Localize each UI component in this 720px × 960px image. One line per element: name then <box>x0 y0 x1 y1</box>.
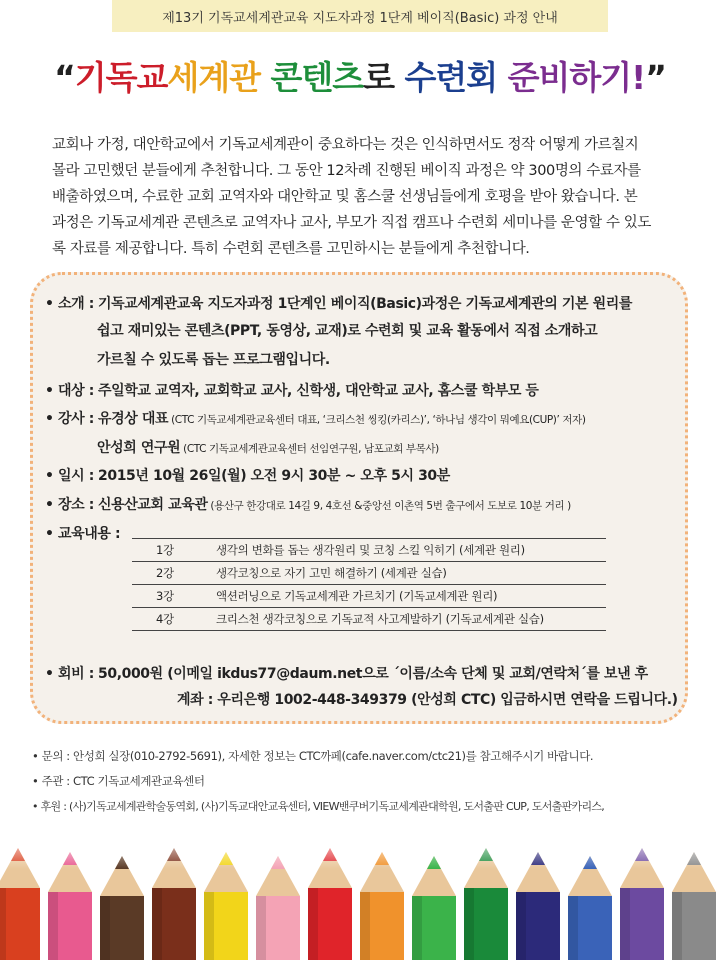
headline-close-quote: ” <box>645 58 666 97</box>
headline-open-quote: “ <box>54 58 75 97</box>
fee-label: • 회비 : <box>45 666 94 682</box>
course-number: 1강 <box>156 543 174 557</box>
headline-part-3: 콘텐츠 <box>270 58 364 97</box>
headline-part-2: 세계관 <box>167 58 271 97</box>
intro-line-2: 쉽고 재미있는 콘텐츠(PPT, 동영상, 교재)로 수련회 및 교육 활동에서 직접 소개하고 <box>97 323 598 339</box>
course-title: 생각코칭으로 자기 고민 해결하기 (세계관 실습) <box>216 566 447 580</box>
intro-line: 몰라 고민했던 분들에게 추천합니다. 그 동안 12차례 진행된 베이직 과정은 약 300명의 수료자를 <box>52 163 641 179</box>
lecturer-1-name: 유경상 대표 <box>98 411 169 427</box>
intro-line-3: 가르칠 수 있도록 돕는 프로그램입니다. <box>97 352 330 368</box>
top-banner-text: 제13기 기독교세계관교육 지도자과정 1단계 베이직(Basic) 과정 안내 <box>162 10 558 26</box>
headline-part-1: 기독교 <box>74 58 168 97</box>
date-text: 2015년 10월 26일(월) 오전 9시 30분 ~ 오후 5시 30분 <box>98 468 450 484</box>
date-row <box>45 466 450 486</box>
lecturer-2-row <box>97 438 439 459</box>
headline-part-5: 수련회 <box>404 58 508 97</box>
intro-line: 교회나 가정, 대안학교에서 기독교세계관이 중요하다는 것은 인식하면서도 정작 어떻게 가르칠지 <box>52 137 639 153</box>
course-number: 3강 <box>156 589 174 603</box>
fee-row <box>45 664 648 684</box>
sponsor-note: • 후원 : (사)기독교세계관학술동역회, (사)기독교대안교육센터, VIEW밴쿠버기독교세계관대학원, 도서출판 CUP, 도서출판카리스, <box>32 800 605 813</box>
top-banner <box>112 0 608 32</box>
date-label: • 일시 : <box>45 468 94 484</box>
course-title: 크리스천 생각코칭으로 기독교적 사고계발하기 (기독교세계관 실습) <box>216 612 544 626</box>
target-text: 주일학교 교역자, 교회학교 교사, 신학생, 대안학교 교사, 홈스쿨 학부모 등 <box>98 383 539 399</box>
fee-text: 50,000원 (이메일 ikdus77@daum.net으로 ´이름/소속 단체 및 교회/연락처´를 보낸 후 <box>98 666 648 682</box>
intro-line: 록 자료를 제공합니다. 특히 수련회 콘텐츠를 고민하시는 분들에게 추천합니다. <box>52 241 530 257</box>
course-row <box>132 585 606 608</box>
place-text: 신용산교회 교육관 <box>98 497 208 513</box>
lecturer-row <box>45 409 586 430</box>
content-row <box>45 524 120 544</box>
headline <box>0 52 720 99</box>
course-row <box>132 608 606 631</box>
intro-label: • 소개 : <box>45 296 94 312</box>
course-number: 4강 <box>156 612 174 626</box>
place-row <box>45 495 571 516</box>
intro-line-row <box>97 321 597 341</box>
intro-line-1: 기독교세계관교육 지도자과정 1단계인 베이직(Basic)과정은 기독교세계관의 기본 원리를 <box>98 296 632 312</box>
intro-paragraph <box>52 132 672 262</box>
headline-part-6: 준비하기! <box>507 58 646 97</box>
pencils-illustration <box>0 830 720 960</box>
intro-line-row <box>97 350 330 370</box>
course-title: 생각의 변화를 돕는 생각원리 및 코칭 스킬 익히기 (세계관 원리) <box>216 543 525 557</box>
content-label: • 교육내용 : <box>45 526 121 542</box>
place-desc: (용산구 한강대로 14길 9, 4호선 &중앙선 이촌역 5번 출구에서 도보로 10분 거리 ) <box>207 500 571 512</box>
lecturer-1-desc: (CTC 기독교세계관교육센터 대표, ‘크리스천 씽킹(카리스)’, ‘하나님 생각이 뭐예요(CUP)’ 저자) <box>168 414 586 426</box>
course-title: 액션러닝으로 기독교세계관 가르치기 (기독교세계관 원리) <box>216 589 498 603</box>
lecturer-label: • 강사 : <box>45 411 94 427</box>
target-row <box>45 381 539 401</box>
course-table <box>132 538 606 631</box>
intro-line: 배출하였으며, 수료한 교회 교역자와 대안학교 및 홈스쿨 선생님들에게 호평을 받아 왔습니다. 본 <box>52 189 638 205</box>
intro-line: 과정은 기독교세계관 콘텐츠로 교역자나 교사, 부모가 직접 캠프나 수련회 세미나를 운영할 수 있도 <box>52 215 651 231</box>
place-label: • 장소 : <box>45 497 94 513</box>
headline-part-4: 로 <box>363 58 405 97</box>
account-row <box>177 690 678 710</box>
inquiry-note: • 문의 : 안성희 실장(010-2792-5691), 자세한 정보는 CTC까페(cafe.naver.com/ctc21)를 참고해주시기 바랍니다. <box>32 749 594 763</box>
target-label: • 대상 : <box>45 383 94 399</box>
course-row <box>132 562 606 585</box>
lecturer-2-desc: (CTC 기독교세계관교육센터 선임연구원, 남포교회 부목사) <box>180 443 439 455</box>
intro-row <box>45 294 632 314</box>
course-row <box>132 539 606 562</box>
course-number: 2강 <box>156 566 174 580</box>
lecturer-2-name: 안성희 연구원 <box>97 440 181 456</box>
account-text: 계좌 : 우리은행 1002-448-349379 (안성희 CTC) 입금하시면 연락을 드립니다.) <box>177 692 678 708</box>
organizer-note: • 주관 : CTC 기독교세계관교육센터 <box>32 774 205 788</box>
